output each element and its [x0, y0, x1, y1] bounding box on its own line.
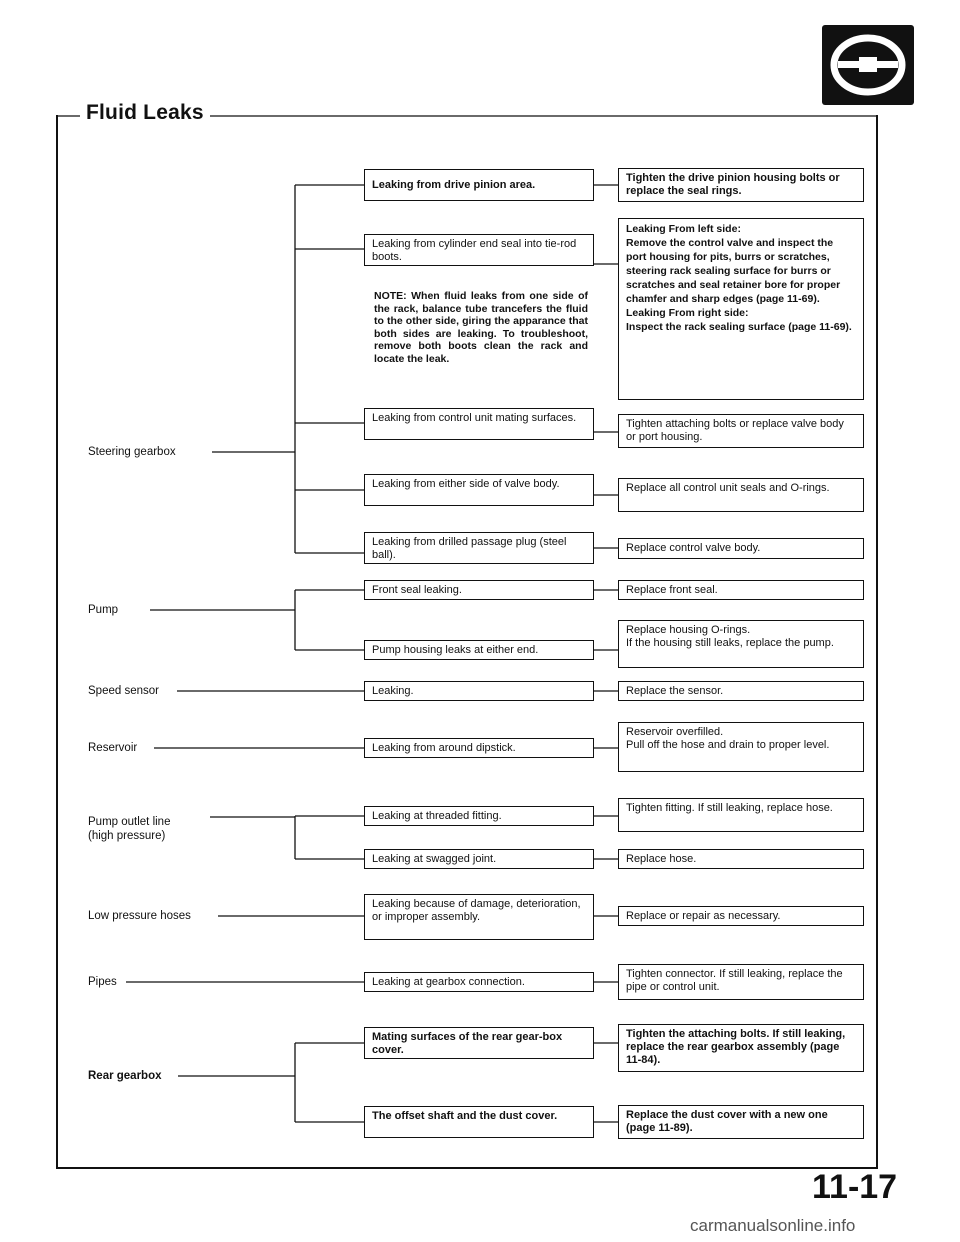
symptom-box: Front seal leaking. [364, 580, 594, 600]
remedy-box: Leaking From left side: Remove the control valve and inspect the port housing for pits, burrs or scratches, steering rack sealing surface for burrs or scratches and seal retainer bore for proper chamfer and sharp edges (page 11-69). Leaking From right side: Inspect the rack sealing surface (page 11-69). [618, 218, 864, 400]
symptom-box: Leaking. [364, 681, 594, 701]
remedy-box: Replace the sensor. [618, 681, 864, 701]
remedy-box: Replace housing O-rings. If the housing still leaks, replace the pump. [618, 620, 864, 668]
remedy-box: Replace control valve body. [618, 538, 864, 559]
remedy-box: Replace or repair as necessary. [618, 906, 864, 926]
remedy-box: Tighten attaching bolts or replace valve body or port housing. [618, 414, 864, 448]
symptom-box: Leaking from control unit mating surfaces. [364, 408, 594, 440]
symptom-box: Pump housing leaks at either end. [364, 640, 594, 660]
remedy-box: Replace all control unit seals and O-rings. [618, 478, 864, 512]
source-reservoir: Reservoir [88, 741, 140, 755]
symptom-box: The offset shaft and the dust cover. [364, 1106, 594, 1138]
symptom-box: Leaking from cylinder end seal into tie-rod boots. [364, 234, 594, 266]
symptom-box: Leaking from around dipstick. [364, 738, 594, 758]
remedy-box: Tighten connector. If still leaking, replace the pipe or control unit. [618, 964, 864, 1000]
symptom-box: Leaking from drilled passage plug (steel ball). [364, 532, 594, 564]
symptom-box: Mating surfaces of the rear gear-box cover. [364, 1027, 594, 1059]
remedy-box: Reservoir overfilled. Pull off the hose and drain to proper level. [618, 722, 864, 772]
source-pipes: Pipes [88, 975, 120, 989]
source-speed-sensor: Speed sensor [88, 684, 162, 698]
page-title: Fluid Leaks [86, 101, 204, 124]
symptom-box: Leaking because of damage, deterioration, or improper assembly. [364, 894, 594, 940]
source-pump: Pump [88, 603, 121, 617]
symptom-box: Leaking at threaded fitting. [364, 806, 594, 826]
symptom-box: Leaking from drive pinion area. [364, 169, 594, 201]
remedy-box: Replace front seal. [618, 580, 864, 600]
source-steering-gearbox: Steering gearbox [88, 445, 179, 459]
remedy-box: Replace hose. [618, 849, 864, 869]
remedy-box: Tighten the attaching bolts. If still leaking, replace the rear gearbox assembly (page 11-84). [618, 1024, 864, 1072]
symptom-box: Leaking from either side of valve body. [364, 474, 594, 506]
remedy-box: Replace the dust cover with a new one (page 11-89). [618, 1105, 864, 1139]
page-number: 11-17 [812, 1168, 898, 1206]
watermark: carmanualsonline.info [690, 1216, 856, 1235]
source-pump-outlet-line: Pump outlet line (high pressure) [88, 815, 173, 843]
source-rear-gearbox: Rear gearbox [88, 1069, 165, 1083]
symptom-box: Leaking at swagged joint. [364, 849, 594, 869]
remedy-box: Tighten the drive pinion housing bolts or replace the seal rings. [618, 168, 864, 202]
symptom-box: Leaking at gearbox connection. [364, 972, 594, 992]
remedy-box: Tighten fitting. If still leaking, replace hose. [618, 798, 864, 832]
note-text: NOTE: When fluid leaks from one side of the rack, balance tube trancefers the fluid to the other side, giring the apparance that both sides are leaking. To troubleshoot, remove both boots clean the rack and locate the leak. [374, 290, 588, 365]
source-low-pressure-hoses: Low pressure hoses [88, 909, 194, 923]
